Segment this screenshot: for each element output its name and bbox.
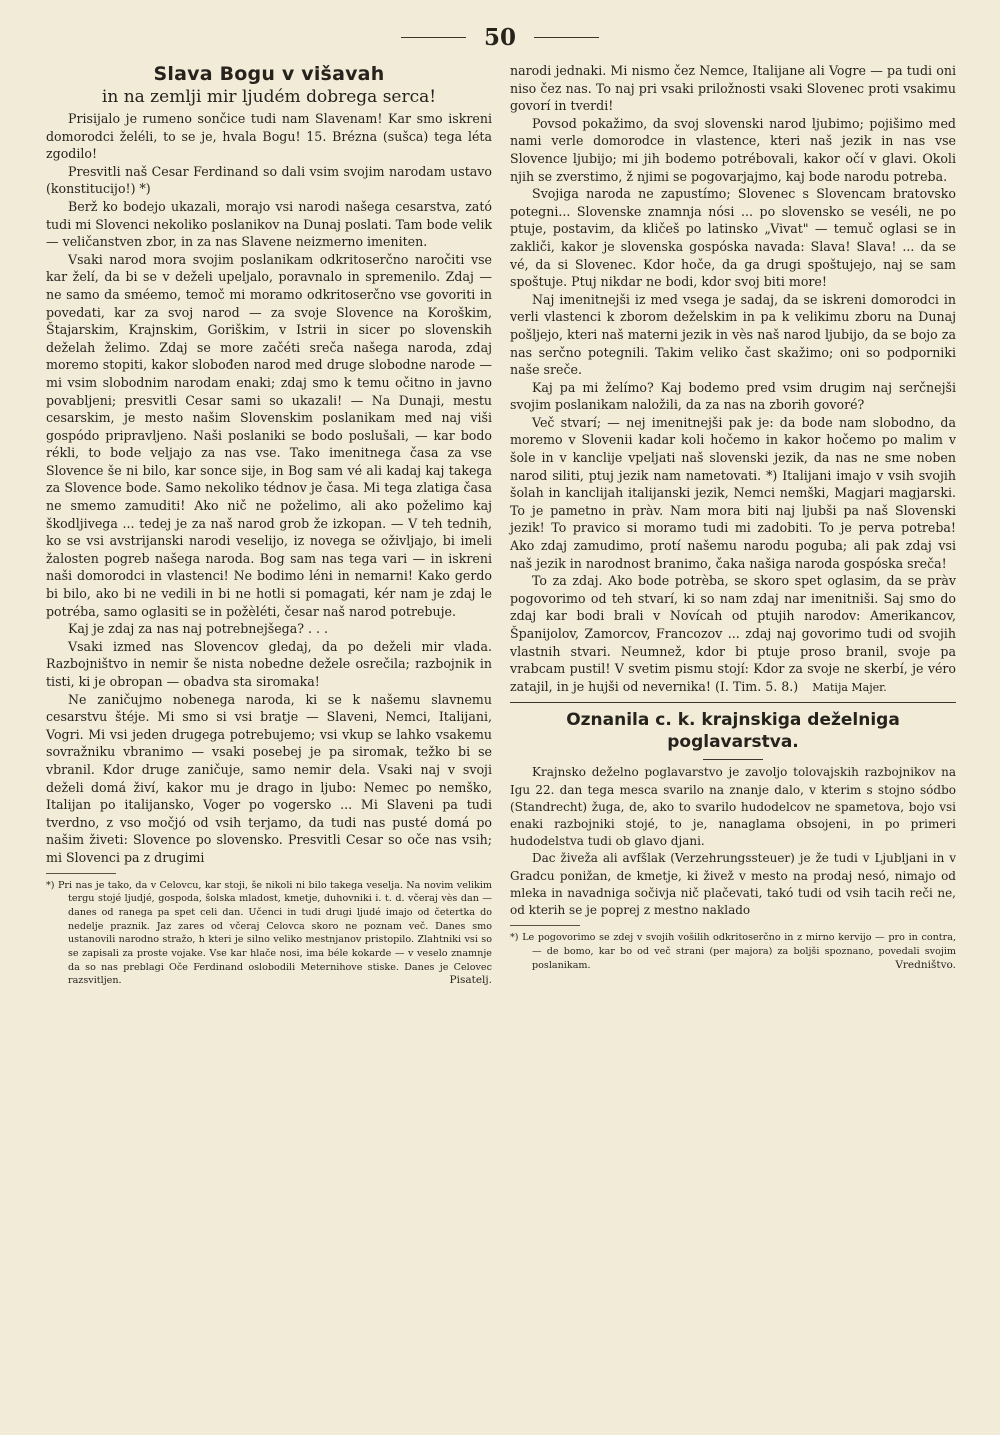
section-title-line: poglavarstva. <box>667 732 799 753</box>
header-rule-right <box>534 37 599 38</box>
section-divider <box>510 702 956 703</box>
section-title-line: Oznanila c. k. krajnskiga deželniga <box>566 710 900 731</box>
footnote <box>510 931 956 972</box>
right-column <box>510 62 956 972</box>
paragraph: Več stvarí; — nej imenitnejši pak je: da bode nam slobodno, da moremo v Slovenii kadar koli hočemo in kakor hočemo po malim v šole in v kanclije vpeljati naš slovenski jezik, da nas ne sme noben narod siliti, ptuj jezik nam nametovati. *) Italijani imajo v vsih svojih šolah in kanclijah italijanski jezik, Nemci nemški, Magjari magjarski. To je pametno in pràv. Nam mora biti naj ljubši pa naš Slovenski jezik! To pravico si moramo tudi mi zadobiti. To je perva potreba! Ako zdaj zamudimo, protí našemu narodu poguba; ali pak zdaj vsi naš jezik in narodnost branimo, čaka našiga naroda gospóska sreča! <box>510 414 956 571</box>
footnote-divider <box>510 925 580 926</box>
author-signature: Matija Majer. <box>812 680 887 694</box>
section-title <box>510 709 956 753</box>
section-title-rule <box>703 759 763 760</box>
paragraph: Naj imenitnejši iz med vsega je sadaj, da se iskreni domorodci in verli vlastenci k zborom deželskim in pa k velikimu zboru na Dunaj pošljejo, kteri naš materni jezik in vès naš narod ljubijo, da se bojo za nas serčno potegnili. Takim veliko čast skažimo; oni so podporniki naše sreče. <box>510 291 956 378</box>
paragraph: Prisijalo je rumeno sončice tudi nam Slavenam! Kar smo iskreni domorodci želéli, to se je, hvala Bogu! 15. Brézna (sušca) tega léta zgodilo! <box>46 111 492 162</box>
header-rule-left <box>401 37 466 38</box>
paragraph: Krajnsko deželno poglavarstvo je zavoljo tolovajskih razbojnikov na Igu 22. dan tega mesca svarilo na znanje dalo, v kterim s stojno sódbo (Standrecht) žuga, de, ako to svarilo hudodelcov ne spametova, bojo vsi enaki razbojniki stojé, to je, nanaglama obsojeni, in po primeri hudodelstva tudi ob glavo djani. <box>510 765 956 849</box>
footnote <box>46 879 492 989</box>
footnote-signature: Vredništvo. <box>895 958 956 971</box>
footnote-signature: Pisatelj. <box>449 974 492 987</box>
paragraph: Kaj pa mi želímo? Kaj bodemo pred vsim drugim naj serčnejši svojim poslanikam naložili, da za nas na zborih govoré? <box>510 379 956 413</box>
paragraph: Povsod pokažimo, da svoj slovenski narod ljubimo; pojišimo med nami verle domorodce in vlastence, kteri naš jezik in nas vse Slovence ljubijo; mi jih bodemo potrébovali, kakor očí v glavi. Okoli njih se zverstimo, ž njimi se pogovarjajmo, kaj bode narodu potreba. <box>510 115 956 184</box>
paragraph: Svojiga naroda ne zapustímo; Slovenec s Slovencam bratovsko potegni... Slovenske znamnja nósi ... po slovensko se veséli, ne po ptuje, postavim, da kličeš po latinsko „Vivat" — temuč oglasi se in zakliči, kakor je slovenska gospóska navada: Slava! Slava! ... da se vé, da si Slovenec. Kdor hoče, da ga drugi spoštujejo, naj se sam spoštuje. Ptuj nikdar ne bodi, kdor svoj biti more! <box>510 186 956 290</box>
paragraph-with-signature <box>510 572 956 696</box>
paragraph: Presvitli naš Cesar Ferdinand so dali vsim svojim narodam ustavo (konstitucijo!) *) <box>46 163 492 197</box>
paragraph: Vsaki izmed nas Slovencov gledaj, da po deželi mir vlada. Razbojništvo in nemir še nista nobedne dežele osrečila; razbojnik in tisti, ki je obropan — obadva sta siromaka! <box>46 638 492 689</box>
paragraph: Berž ko bodejo ukazali, morajo vsi narodi našega cesarstva, zató tudi mi Slovenci nekoliko poslanikov na Dunaj poslati. Tam bode velik — veličanstven zbor, in za nas Slavene neizmerno imeniten. <box>46 198 492 250</box>
paragraph-text: To za zdaj. Ako bode potrèba, se skoro spet oglasim, da se pràv pogovorimo od teh stvarí, ki so nam zdaj nar imenitniši. Saj smo do zdaj kar bodi brali v Novícah od ptujih narodov: Amerikancov, Španijolov, Zamorcov, Francozov ... zdaj naj govorimo tudi od svojih vlastnih stvari. Neumnež, kdor bi ptuje proso branil, svoje pa vrabcam pustil! V svetim pismu stojí: Kdor za svoje ne skerbí, je véro zatajil, in je hujši od nevernika! (I. Tim. 5. 8.) <box>510 573 956 694</box>
paragraph: Ne zaničujmo nobenega naroda, ki se k našemu slavnemu cesarstvu štéje. Mi smo si vsi bratje — Slaveni, Nemci, Italijani, Vogri. Mi vsi jeden drugega potrebujemo; vsi vkup se lahko vsakemu sovražniku vbranimo — vsaki posebej je pa siromak, težko bi se vbranil. Kdor druge zaničuje, samo nemir dela. Vsaki naj v svoji deželi domá živí, kakor mu je drago in ljubo: Nemec po nemško, Italijan po italijansko, Voger po vogersko ... Mi Slaveni pa tudi tverdno, z vso močjó od vsih terjamo, da tudi nas pusté domá po našim živeti: Slovence po slovensko. Presvitli Cesar so oče nas vsih; mi Slovenci pa z drugimi <box>46 691 492 865</box>
paragraph: narodi jednaki. Mi nismo čez Nemce, Italijane ali Vogre — pa tudi oni niso čez nas. To naj pri vsaki priložnosti vsaki Slovenec proti vsakimu govorí in tverdi! <box>510 63 956 114</box>
paragraph: Kaj je zdaj za nas naj potrebnejšega? . . . <box>68 621 329 637</box>
page-header <box>0 22 1000 52</box>
left-column <box>46 62 492 988</box>
page-number: 50 <box>483 23 516 51</box>
paragraph: Vsaki narod mora svojim poslanikam odkritoserčno naročiti vse kar želí, da bi se v deželi upeljalo, poravnalo in spremenilo. Zdaj — ne samo da sméemo, temoč mi moramo odkritoserčno vse govoriti in povedati, kar za svoj narod — za svoje Slovence na Koroškim, Štajarskim, Krajnskim, Goriškim, v Istrii in sicer po slovenskih deželah želimo. Zdaj se more začéti sreča našega naroda, zdaj moremo stopiti, kakor slobođen narod med druge slobodne narode — mi vsim slobodnim narodam enaki; zdaj smo k temu očitno in javno povabljeni; presvitli Cesar sami so ukazali! — Na Dunaji, mestu cesarskim, je mesto našim Slovenskim poslanikam med naj viši gospódo pripravljeno. Naši poslaniki se bodo poslušali, — kar bodo rékli, to bode veljajo za nas vse. Tako imenitnega časa za vse Slovence še ni bilo, kar sonce sije, in Bog sam vé ali kadaj kaj takega za Slovence bode. Samo nekoliko tédnov je časa. Mi tega zlatiga časa ne smemo zamuditi! Ako nič ne poželimo, ali ako poželimo kaj škodljivega ... tedej je za naš narod grob že izkopan. — V teh tednih, ko se vsi avstrijanski narodi veselijo, iz novega se oživljajo, bi imeli žalosten pogreb našega naroda. Bog sam nas tega vari — in iskreni naši domorodci in vlastenci! Ne bodimo léni in nemarni! Kako gerdo bi bilo, ako bi ne vedili in bi ne hotli si pomagati, kér nam je zdaj le potréba, samo oglasiti se in požèléti, česar naš narod potrebuje. <box>46 251 492 619</box>
article-title: Slava Bogu v višavah <box>153 63 385 85</box>
paragraph: Dac živeža ali avfšlak (Verzehrungssteuer) je že tudi v Ljubljani in v Gradcu ponižan, de kmetje, ki živež v mesto na prodaj nesó, nimajo od mleka in navadniga sočivja nič plačevati, takó tudi od vsih tacih reči ne, od kterih se je poprej z mestno naklado <box>510 851 956 917</box>
footnote-text: *) Pri nas je tako, da v Celovcu, kar stoji, še nikoli ni bilo takega veselja. Na novim velikim tergu stojé ljudjé, gospoda, šolska mladost, kmetje, duhovniki i. t. d. včeraj vès dan — danes od ranega pa spet celi dan. Učenci in tudi drugi ljudé imajo od četertka do nedelje praznik. Jaz zares od včeraj Celovca skoro ne poznam več. Danes smo ustanovili narodno stražo, h kteri je silno veliko mestnjanov pristopilo. Zlahtniki vsi so se zapisali za proste vojake. Vse kar hlače nosi, ima béle kokarde — v veselo znamnje da so nas preblagi Oče Ferdinand oslobodili Meternihove stiske. Danes je Celovec razsvitljen. <box>46 879 492 987</box>
footnote-text: *) Le pogovorimo se zdej v svojih vošilih odkritoserčno in z mirno kervijo — pro in contra, — de bomo, kar bo od več strani (per majora) za boljši spoznano, povedali svojim poslanikam. <box>510 932 956 971</box>
article-subtitle: in na zemlji mir ljudém dobrega serca! <box>101 87 437 107</box>
footnote-divider <box>46 873 116 874</box>
